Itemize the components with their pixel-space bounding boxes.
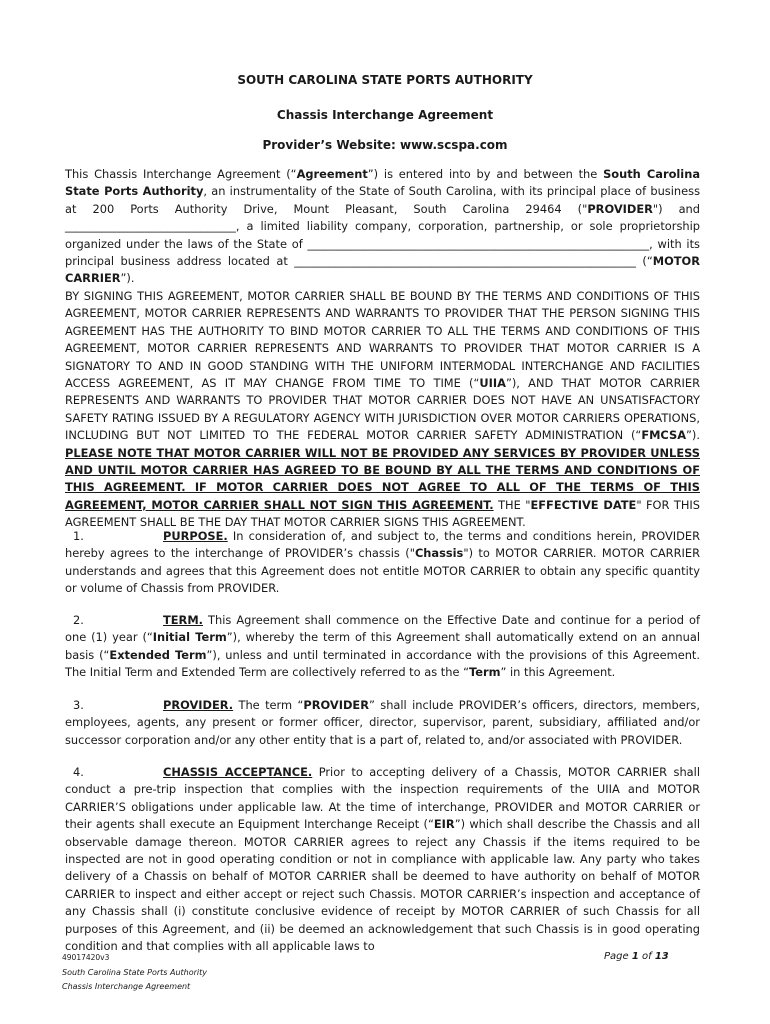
section-term: 2. TERM. This Agreement shall commence on the Effective Date and continue for a period of one (1) year (“Initial Term”), whereby the term of this Agreement shall automatically extend on an annual basis (“Extended Term”), unless and until terminated in accordance with the provisions of this Agreement. The Initial Term and Extended Term are collectively referred to as the “Term” in this Agreement. (65, 613, 701, 680)
footer-page-number: Page 1 of 13 (604, 951, 669, 962)
footer-title-line: Chassis Interchange Agreement (62, 982, 191, 991)
footer-document-id: 49017420v3 (62, 953, 110, 962)
section-purpose: 1. PURPOSE. In consideration of, and subject to, the terms and conditions herein, PROVIDER hereby agrees to the interchange of PROVIDER’s chassis ("Chassis") to MOTOR CARRIER. MOTOR CARRIER understands and agrees that this Agreement does not entitle MOTOR CARRIER to obtain any specific quantity or volume of Chassis from PROVIDER. (65, 529, 700, 596)
binding-notice-paragraph: BY SIGNING THIS AGREEMENT, MOTOR CARRIER SHALL BE BOUND BY THE TERMS AND CONDITIONS OF THIS AGREEMENT, MOTOR CARRIER REPRESENTS AND WARRANTS TO PROVIDER THAT THE PERSON SIGNING THIS AGREEMENT HAS THE AUTHORITY TO BIND MOTOR CARRIER TO ALL THE TERMS AND CONDITIONS OF THIS AGREEMENT, MOTOR CARRIER REPRESENTS AND WARRANTS TO PROVIDER THAT MOTOR CARRIER IS A SIGNATORY TO AND IN GOOD STANDING WITH THE UNIFORM INTERMODAL INTERCHANGE AND FACILITIES ACCESS AGREEMENT, AS IT MAY CHANGE FROM TIME TO TIME (“UIIA”), AND THAT MOTOR CARRIER REPRESENTS AND WARRANTS TO PROVIDER THAT MOTOR CARRIER DOES NOT HAVE AN UNSATISFACTORY SAFETY RATING ISSUED BY A REGULATORY AGENCY WITH JURISDICTION OVER MOTOR CARRIERS OPERATIONS, INCLUDING BUT NOT LIMITED TO THE FEDERAL MOTOR CARRIER SAFETY ADMINISTRATION (“FMCSA”). PLEASE NOTE THAT MOTOR CARRIER WILL NOT BE PROVIDED ANY SERVICES BY PROVIDER UNLESS AND UNTIL MOTOR CARRIER HAS AGREED TO BE BOUND BY ALL THE TERMS AND CONDITIONS OF THIS AGREEMENT. IF MOTOR CARRIER DOES NOT AGREE TO ALL OF THE TERMS OF THIS AGREEMENT, MOTOR CARRIER SHALL NOT SIGN THIS AGREEMENT. THE "EFFECTIVE DATE" FOR THIS AGREEMENT SHALL BE THE DAY THAT MOTOR CARRIER SIGNS THIS AGREEMENT. (65, 289, 701, 530)
footer-org-line: South Carolina State Ports Authority (62, 968, 208, 977)
document-org-heading: SOUTH CAROLINA STATE PORTS AUTHORITY (237, 73, 533, 87)
provider-website: Provider’s Website: www.scspa.com (262, 138, 508, 152)
document-title: Chassis Interchange Agreement (276, 108, 494, 122)
section-chassis-acceptance: 4. CHASSIS ACCEPTANCE. Prior to accepting delivery of a Chassis, MOTOR CARRIER shall conduct a pre-trip inspection that complies with the inspection requirements of the UIIA and MOTOR CARRIER’S obligations under applicable law. At the time of interchange, PROVIDER and MOTOR CARRIER or their agents shall execute an Equipment Interchange Receipt (“EIR”) which shall describe the Chassis and all observable damage thereon. MOTOR CARRIER agrees to reject any Chassis if the items required to be inspected are not in good operating condition or not in compliance with applicable law. Any party who takes delivery of a Chassis on behalf of MOTOR CARRIER shall be deemed to have authority on behalf of MOTOR CARRIER to inspect and either accept or reject such Chassis. MOTOR CARRIER’s inspection and acceptance of any Chassis shall (i) constitute conclusive evidence of receipt by MOTOR CARRIER of such Chassis for all purposes of this Agreement, and (ii) be deemed an acknowledgement that such Chassis is in good operating condition and that complies with all applicable laws to (65, 765, 700, 954)
intro-paragraph: This Chassis Interchange Agreement (“Agreement”) is entered into by and between the South Carolina State Ports Authority, an instrumentality of the State of South Carolina, with its principal place of business at 200 Ports Authority Drive, Mount Pleasant, South Carolina 29464 ("PROVIDER") and ______________________________, a limited liability company, corporation, partnership, or sole proprietorship organized under the laws of the State of ____________________________________________________________, with its principal business address located at ____________________________________________________________ (“MOTOR CARRIER”). (65, 167, 701, 286)
section-provider: 3. PROVIDER. The term “PROVIDER” shall include PROVIDER’s officers, directors, members, employees, agents, any present or former officer, director, supervisor, parent, subsidiary, affiliated and/or successor corporation and/or any other entity that is a part of, related to, and/or associated with PROVIDER. (65, 698, 700, 747)
